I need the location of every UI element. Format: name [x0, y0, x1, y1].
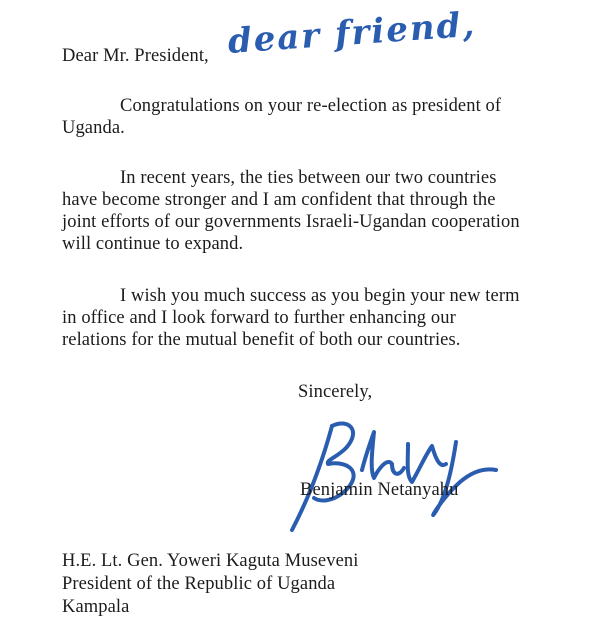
paragraph-3-line-1: I wish you much success as you begin your new term: [120, 286, 520, 306]
recipient-line-3: Kampala: [62, 597, 130, 617]
paragraph-2-line-4: will continue to expand.: [62, 234, 244, 254]
recipient-line-2: President of the Republic of Uganda: [62, 574, 336, 594]
paragraph-1-line-2: Uganda.: [62, 118, 125, 138]
signature-scribble: [270, 408, 510, 538]
paragraph-3-line-2: in office and I look forward to further enhancing our: [62, 308, 456, 328]
closing: Sincerely,: [298, 382, 373, 402]
paragraph-2-line-3: joint efforts of our governments Israeli-Ugandan cooperation: [62, 212, 520, 232]
paragraph-3-line-3: relations for the mutual benefit of both our countries.: [62, 330, 461, 350]
signer-name: Benjamin Netanyahu: [300, 480, 459, 500]
paragraph-2-line-1: In recent years, the ties between our two countries: [120, 168, 497, 188]
paragraph-1-line-1: Congratulations on your re-election as president of: [120, 96, 502, 116]
paragraph-2-line-2: have become stronger and I am confident that through the: [62, 190, 496, 210]
salutation: Dear Mr. President,: [62, 46, 209, 66]
handwritten-greeting: dear friend,: [226, 4, 478, 62]
recipient-line-1: H.E. Lt. Gen. Yoweri Kaguta Museveni: [62, 551, 359, 571]
